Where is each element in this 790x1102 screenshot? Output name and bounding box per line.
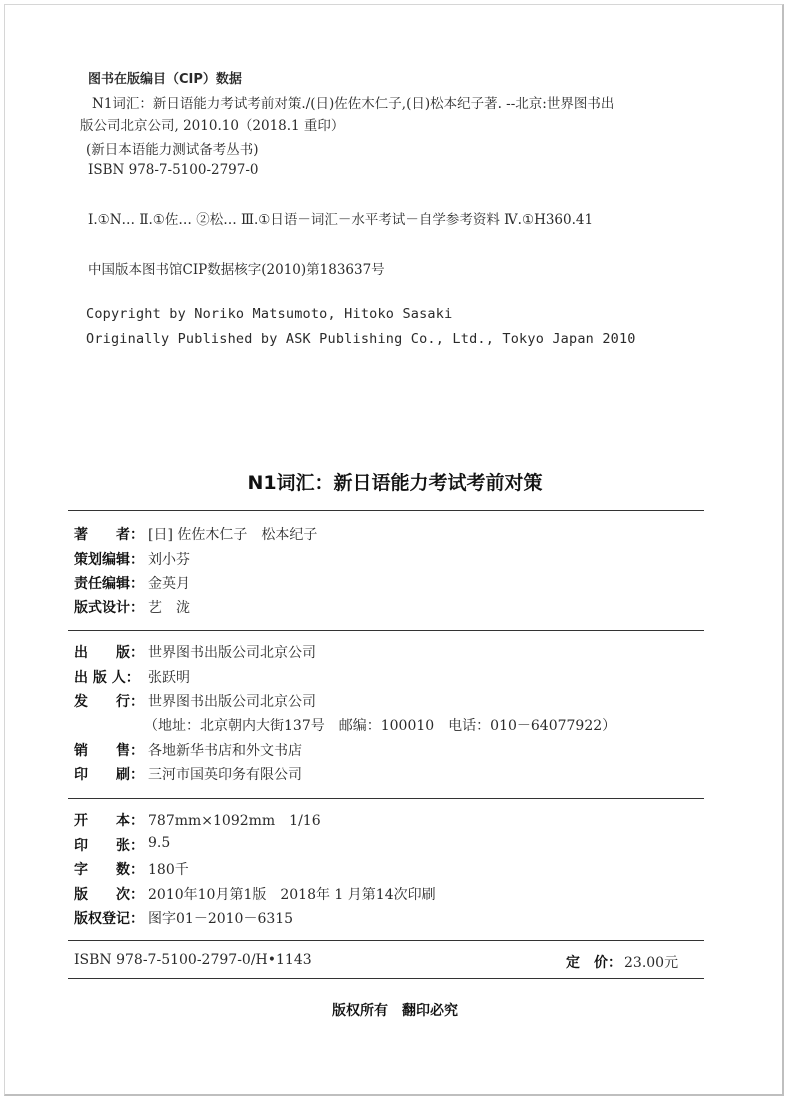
pub-label-publisher-person: 出 版 人： bbox=[74, 670, 140, 686]
pub-value-sales: 各地新华书店和外文书店 bbox=[148, 743, 302, 759]
credit-label-author: 著 者： bbox=[74, 527, 144, 543]
cip-series: (新日本语能力测试备考丛书) bbox=[86, 142, 259, 158]
spec-value-edition: 2010年10月第1版 2018年 1 月第14次印刷 bbox=[148, 887, 436, 903]
credit-value-layout-design: 艺 泷 bbox=[148, 600, 190, 616]
pub-label-sales: 销 售： bbox=[74, 743, 144, 759]
credit-label-planning-editor: 策划编辑： bbox=[74, 552, 144, 568]
spec-label-format: 开 本： bbox=[74, 813, 144, 829]
cip-verification: 中国版本图书馆CIP数据核字(2010)第183637号 bbox=[88, 262, 385, 278]
divider-3 bbox=[68, 798, 704, 799]
pub-label-printing: 印 刷： bbox=[74, 767, 144, 783]
divider-4 bbox=[68, 940, 704, 941]
spec-label-copyright-registration: 版权登记： bbox=[74, 911, 144, 927]
spec-value-sheets: 9.5 bbox=[148, 835, 171, 851]
spec-value-word-count: 180千 bbox=[148, 862, 189, 878]
pub-label-publisher: 出 版： bbox=[74, 645, 144, 661]
cip-entry-line-1: N1词汇：新日语能力考试考前对策./(日)佐佐木仁子,(日)松本纪子著. --北京:世界图书出 bbox=[92, 96, 615, 112]
pub-value-distribution: 世界图书出版公司北京公司 bbox=[148, 694, 316, 710]
cip-entry-line-2: 版公司北京公司, 2010.10（2018.1 重印） bbox=[80, 118, 345, 134]
credit-label-layout-design: 版式设计： bbox=[74, 600, 144, 616]
copyright-line-1: Copyright by Noriko Matsumoto, Hitoko Sasaki bbox=[86, 306, 453, 322]
price-value: 23.00元 bbox=[624, 955, 679, 971]
credit-value-planning-editor: 刘小芬 bbox=[148, 552, 190, 568]
spec-label-sheets: 印 张： bbox=[74, 838, 144, 854]
copyright-notice: 版权所有 翻印必究 bbox=[332, 1003, 458, 1019]
spec-value-format: 787mm×1092mm 1/16 bbox=[148, 813, 321, 829]
spec-value-copyright-registration: 图字01－2010－6315 bbox=[148, 911, 294, 927]
cip-classification: Ⅰ.①N… Ⅱ.①佐… ②松… Ⅲ.①日语－词汇－水平考试－自学参考资料 Ⅳ.①H360.41 bbox=[88, 212, 594, 228]
cip-heading: 图书在版编目（CIP）数据 bbox=[88, 72, 242, 87]
credit-value-responsible-editor: 金英月 bbox=[148, 576, 190, 592]
divider-1 bbox=[68, 510, 704, 511]
spec-label-word-count: 字 数： bbox=[74, 862, 144, 878]
copyright-line-2: Originally Published by ASK Publishing Co., Ltd., Tokyo Japan 2010 bbox=[86, 331, 636, 347]
pub-address-line: （地址：北京朝内大街137号 邮编：100010 电话：010－64077922） bbox=[144, 718, 617, 734]
cip-isbn: ISBN 978-7-5100-2797-0 bbox=[88, 162, 259, 178]
pub-value-publisher-person: 张跃明 bbox=[148, 670, 190, 686]
credit-label-responsible-editor: 责任编辑： bbox=[74, 576, 144, 592]
divider-5 bbox=[68, 978, 704, 979]
divider-2 bbox=[68, 630, 704, 631]
price-label: 定 价： bbox=[566, 955, 622, 971]
pub-value-printing: 三河市国英印务有限公司 bbox=[148, 767, 302, 783]
spec-label-edition: 版 次： bbox=[74, 887, 144, 903]
pub-value-publisher: 世界图书出版公司北京公司 bbox=[148, 645, 316, 661]
isbn-full: ISBN 978-7-5100-2797-0/H•1143 bbox=[74, 952, 312, 968]
credit-value-author: [日] 佐佐木仁子 松本纪子 bbox=[148, 527, 318, 543]
pub-label-distribution: 发 行： bbox=[74, 694, 144, 710]
book-title: N1词汇：新日语能力考试考前对策 bbox=[247, 472, 543, 494]
